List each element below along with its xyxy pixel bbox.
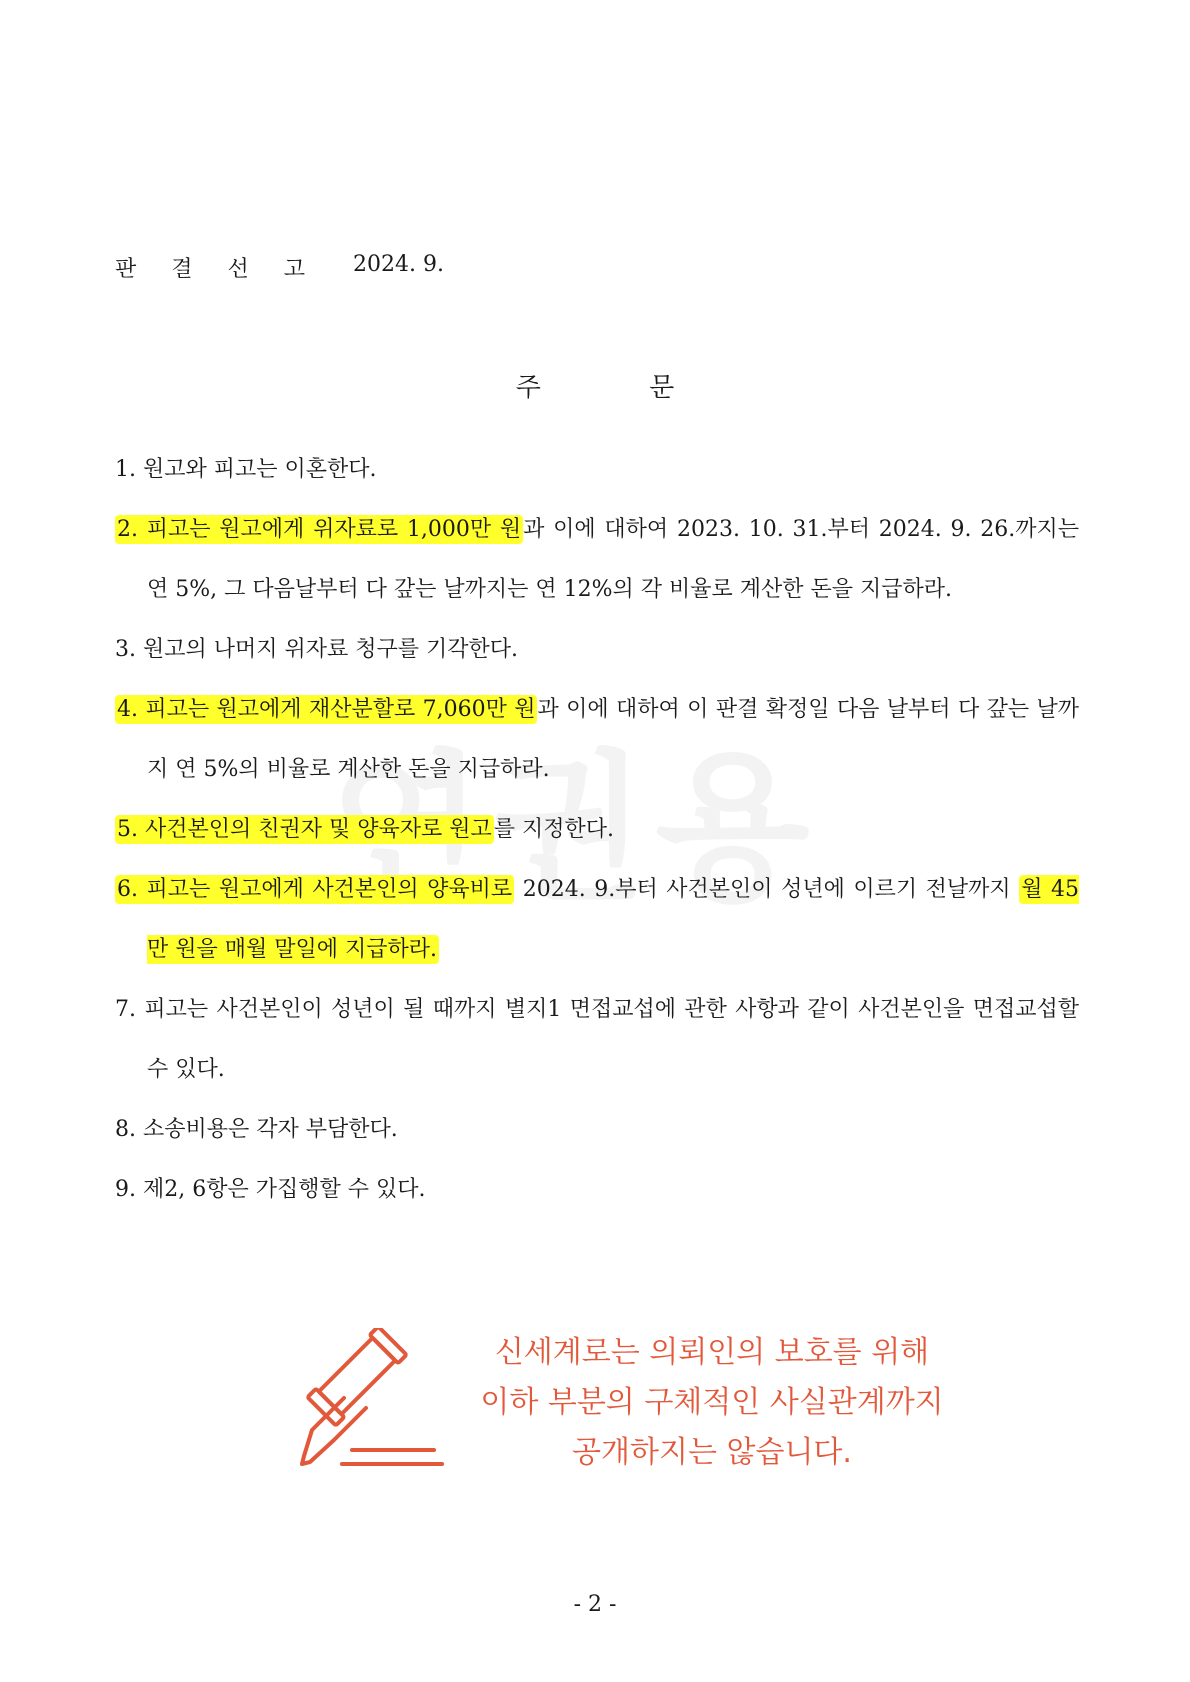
section-heading — [0, 367, 1190, 404]
item-text: 1. 원고와 피고는 이혼한다. — [115, 457, 377, 482]
notice-text — [442, 1328, 982, 1478]
highlighted-text: 월 45만 원을 매월 말일에 지급하라. — [147, 877, 1080, 962]
item-text: 2024. 9.부터 사건본인이 성년에 이르기 전날까지 — [514, 877, 1020, 902]
judgment-item — [115, 1160, 1079, 1220]
highlighted-text: 6. 피고는 원고에게 사건본인의 양육비로 — [117, 877, 513, 902]
heading-right: 문 — [649, 373, 675, 403]
item-text: 과 이에 대하여 2023. 10. 31.부터 2024. 9. 26.까지는 연 5%, 그 다음날부터 다 갚는 날까지는 연 12%의 각 비율로 계산한 돈을 지급하라. — [147, 517, 1079, 602]
verdict-date: 2024. 9. — [353, 252, 444, 277]
verdict-label: 판 결 선 고 — [115, 257, 319, 282]
judgment-item — [115, 680, 1079, 800]
judgment-item — [115, 980, 1079, 1100]
heading-left: 주 — [515, 373, 541, 403]
item-text: 과 이에 대하여 이 판결 확정일 다음 날부터 다 갚는 날까지 연 5%의 비율로 계산한 돈을 지급하라. — [147, 697, 1079, 782]
item-text: 7. 피고는 사건본인이 성년이 될 때까지 별지1 면접교섭에 관한 사항과 같이 사건본인을 면접교섭할 수 있다. — [115, 997, 1079, 1082]
verdict-line — [115, 252, 444, 283]
judgment-item — [115, 440, 1079, 500]
judgment-item — [115, 860, 1079, 980]
judgment-item — [115, 500, 1079, 620]
judgment-item — [115, 1100, 1079, 1160]
notice-line: 공개하지는 않습니다. — [572, 1435, 852, 1470]
item-text: 8. 소송비용은 각자 부담한다. — [115, 1117, 398, 1142]
item-text: 9. 제2, 6항은 가집행할 수 있다. — [115, 1177, 426, 1202]
highlighted-text: 5. 사건본인의 친권자 및 양육자로 원고 — [117, 817, 492, 842]
judgment-item — [115, 800, 1079, 860]
item-text: 3. 원고의 나머지 위자료 청구를 기각한다. — [115, 637, 518, 662]
item-text: 를 지정한다. — [493, 817, 614, 842]
judgment-items — [115, 440, 1079, 1220]
privacy-notice — [282, 1328, 982, 1488]
notice-line: 신세계로는 의뢰인의 보호를 위해 — [494, 1335, 930, 1370]
highlighted-text: 4. 피고는 원고에게 재산분할로 7,060만 원 — [117, 697, 536, 722]
judgment-item — [115, 620, 1079, 680]
highlighted-text: 2. 피고는 원고에게 위자료로 1,000만 원 — [117, 517, 522, 542]
gavel-icon — [282, 1328, 452, 1488]
notice-line: 이하 부분의 구체적인 사실관계까지 — [480, 1385, 944, 1420]
page-number: - 2 - — [573, 1592, 617, 1617]
